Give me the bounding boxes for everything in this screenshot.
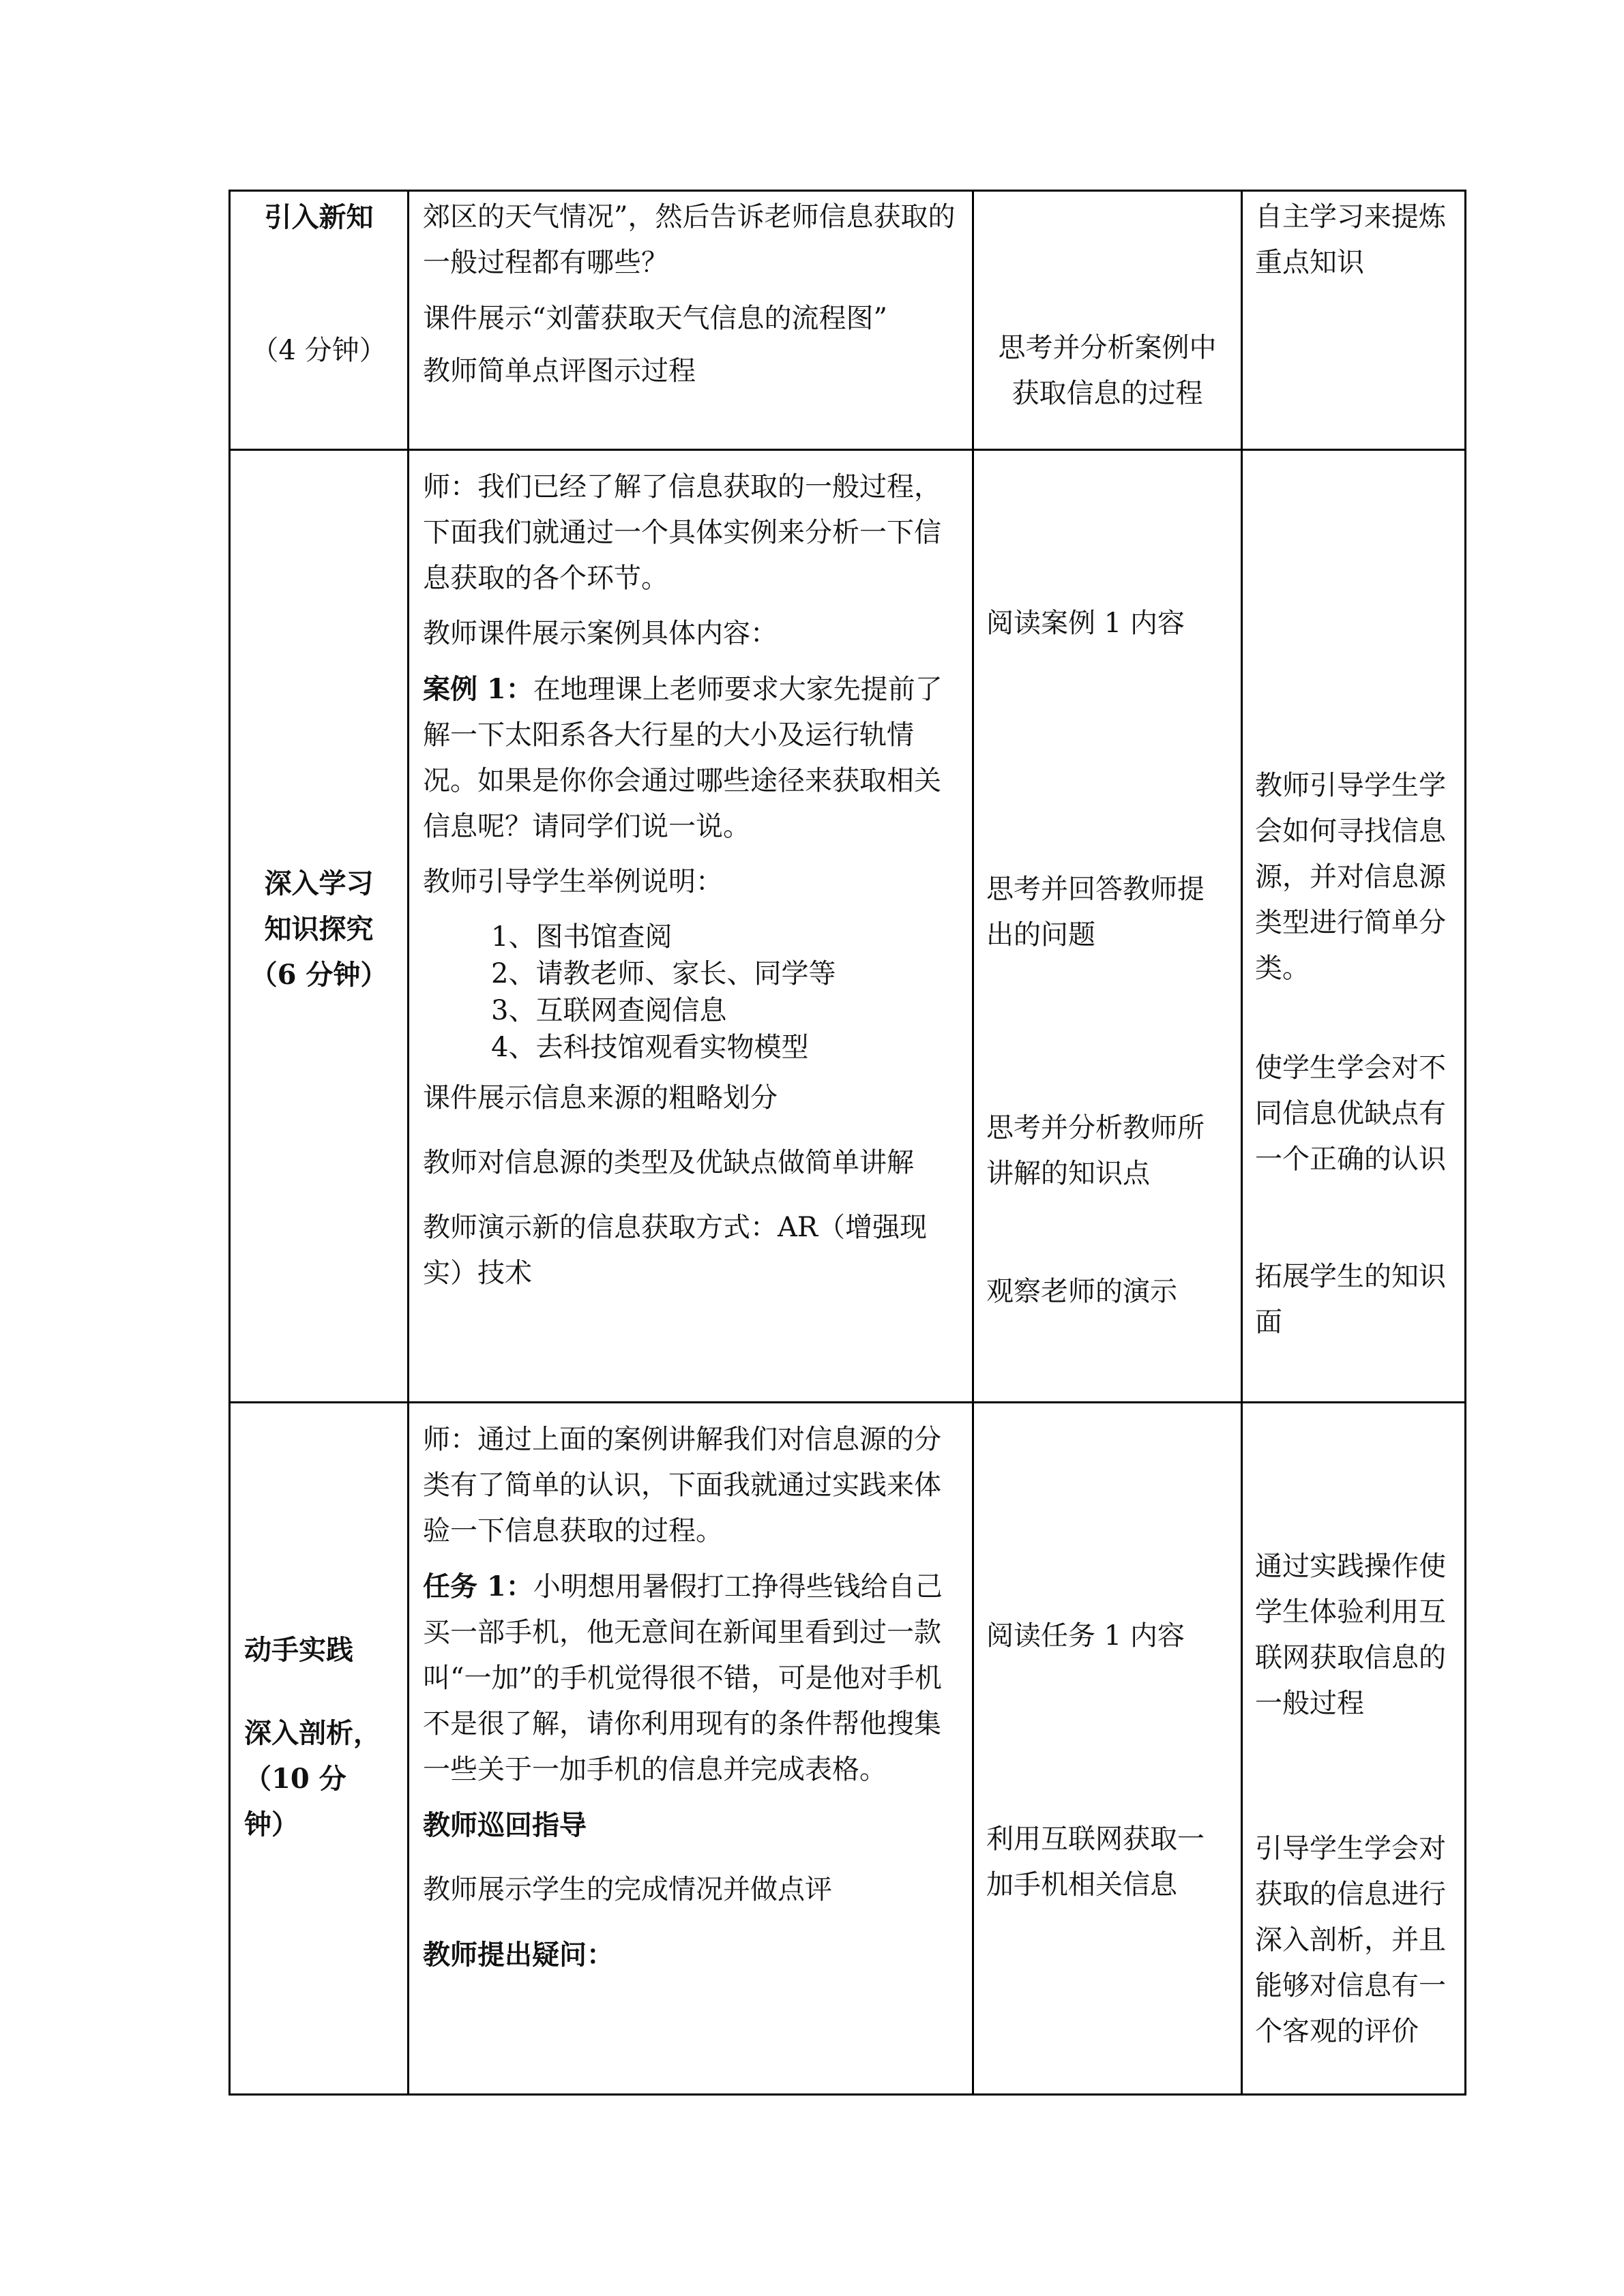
paragraph: 教师课件展示案例具体内容：	[423, 618, 778, 649]
paragraph: 自主学习来提炼重点知识	[1255, 201, 1446, 278]
list-item: 1、图书馆查阅	[491, 921, 673, 953]
student-activity-cell	[973, 1403, 1242, 2095]
paragraph: 通过实践操作使学生体验利用互联网获取信息的一般过程	[1255, 1551, 1446, 1719]
paragraph: 阅读任务 1 内容	[986, 1620, 1185, 1652]
paragraph: 使学生学会对不同信息优缺点有一个正确的认识	[1255, 1052, 1446, 1175]
design-intent-cell	[1242, 450, 1466, 1403]
paragraph: 师：我们已经了解了信息获取的一般过程，下面我们就通过一个具体实例来分析一下信息获取的各个环节。	[423, 471, 941, 594]
case-text: 在地理课上老师要求大家先提前了解一下太阳系各大行星的大小及运行轨情况。如果是你你会通过哪些途径来获取相关信息呢？请同学们说一说。	[423, 674, 943, 842]
paragraph: 思考并分析案例中获取信息的过程	[998, 332, 1217, 409]
stage-cell	[230, 1403, 409, 2095]
stage-duration: （6 分钟）	[250, 959, 388, 991]
list-item: 2、请教老师、家长、同学等	[491, 958, 836, 989]
stage-subtitle: 深入剖析，	[244, 1717, 381, 1749]
stage-cell	[230, 191, 409, 450]
stage-title: 动手实践	[244, 1634, 353, 1666]
table-row	[230, 191, 1466, 450]
paragraph: 教师提出疑问：	[423, 1939, 614, 1971]
paragraph: 课件展示信息来源的粗略划分	[423, 1082, 778, 1114]
case-paragraph	[423, 666, 958, 850]
paragraph: 思考并分析教师所讲解的知识点	[986, 1112, 1205, 1189]
design-intent-cell	[1242, 191, 1466, 450]
paragraph: 教师演示新的信息获取方式：AR（增强现实）技术	[423, 1212, 928, 1289]
student-activity-cell	[973, 450, 1242, 1403]
table-row	[230, 450, 1466, 1403]
paragraph: 教师巡回指导	[423, 1809, 587, 1841]
design-intent-cell	[1242, 1403, 1466, 2095]
stage-cell	[230, 450, 409, 1403]
stage-duration: （4 分钟）	[251, 335, 387, 366]
paragraph: 利用互联网获取一加手机相关信息	[986, 1823, 1205, 1900]
paragraph: 教师引导学生举例说明：	[423, 866, 723, 897]
stage-duration: （10 分	[244, 1763, 346, 1795]
paragraph: 教师引导学生学会如何寻找信息源，并对信息源类型进行简单分类。	[1255, 770, 1446, 984]
paragraph: 课件展示“刘蕾获取天气信息的流程图”	[423, 303, 887, 334]
paragraph: 思考并回答教师提出的问题	[986, 874, 1205, 951]
lesson-plan-table	[228, 190, 1466, 2096]
source-list	[423, 919, 958, 1066]
teacher-activity-cell	[409, 450, 973, 1403]
paragraph: 教师展示学生的完成情况并做点评	[423, 1874, 832, 1905]
task-label: 任务 1：	[423, 1570, 533, 1602]
paragraph: 教师对信息源的类型及优缺点做简单讲解	[423, 1147, 914, 1178]
list-item: 4、去科技馆观看实物模型	[491, 1032, 809, 1063]
task-paragraph	[423, 1564, 958, 1793]
paragraph: 教师简单点评图示过程	[423, 355, 696, 387]
teacher-activity-cell	[409, 191, 973, 450]
paragraph: 师：通过上面的案例讲解我们对信息源的分类有了简单的认识，下面我就通过实践来体验一下信息获取的过程。	[423, 1424, 941, 1547]
stage-title: 深入学习	[264, 867, 374, 899]
paragraph: 郊区的天气情况”，然后告诉老师信息获取的一般过程都有哪些？	[423, 201, 956, 278]
stage-duration-suffix: 钟）	[244, 1808, 299, 1840]
list-item: 3、互联网查阅信息	[491, 995, 727, 1026]
paragraph: 拓展学生的知识面	[1255, 1261, 1446, 1338]
case-label: 案例 1：	[423, 673, 533, 705]
teacher-activity-cell	[409, 1403, 973, 2095]
paragraph: 引导学生学会对获取的信息进行深入剖析，并且能够对信息有一个客观的评价	[1255, 1833, 1446, 2047]
table-row	[230, 1403, 1466, 2095]
paragraph: 观察老师的演示	[986, 1276, 1177, 1307]
task-text: 小明想用暑假打工挣得些钱给自己买一部手机，他无意间在新闻里看到过一款叫“一加”的手机觉得很不错，可是他对手机不是很了解，请你利用现有的条件帮他搜集一些关于一加手机的信息并完成表格。	[423, 1571, 943, 1785]
student-activity-cell	[973, 191, 1242, 450]
stage-subtitle: 知识探究	[264, 913, 374, 945]
paragraph: 阅读案例 1 内容	[986, 608, 1185, 639]
stage-title: 引入新知	[264, 201, 374, 233]
